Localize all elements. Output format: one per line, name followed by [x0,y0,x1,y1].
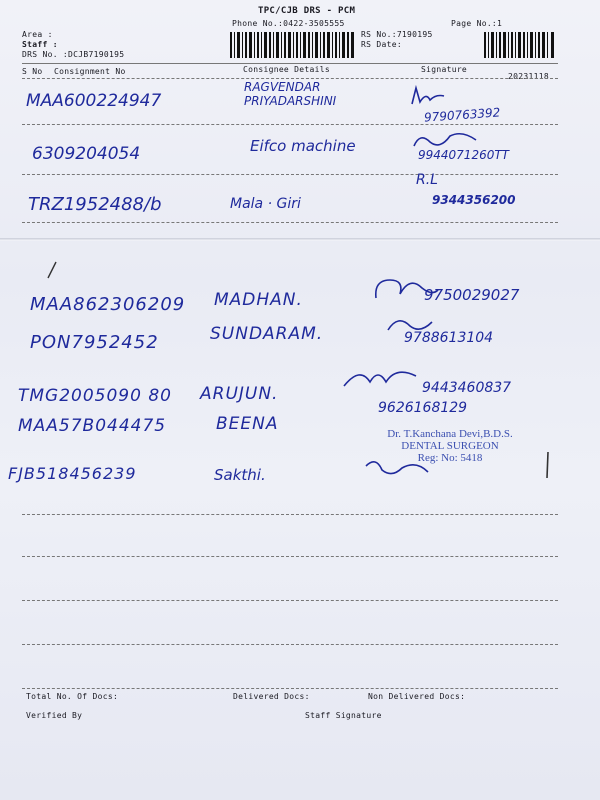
col-sno: S No [22,67,43,76]
sheet-title: TPC/CJB DRS - PCM [258,6,356,16]
tick-mark [540,450,556,480]
verified-by: Verified By [26,711,83,720]
row-rule [22,644,558,645]
header-rule-top [22,63,558,64]
signature-scribble [370,270,440,306]
header-rule-bottom [22,78,558,79]
consignment-number: MAA57B044475 [18,416,167,436]
page-number: Page No.:1 [451,19,503,28]
row-rule [22,688,558,689]
stamp-reg: Reg: No: 5418 [417,452,483,464]
barcode-right [484,32,554,58]
phone-number: 9750029027 [424,286,520,304]
row-rule [22,174,558,175]
phone-number: 9626168129 [378,400,468,416]
staff-label: Staff : [22,40,58,49]
consignee-name: Eifco machine [250,137,356,155]
consignment-number: TMG2005090 80 [18,386,172,406]
consignee-name: Mala · Giri [230,196,301,212]
consignment-number: MAA600224947 [26,91,162,111]
stamp-title: DENTAL SURGEON [401,440,499,452]
row-rule [22,124,558,125]
phone-number: 9443460837 [422,380,512,396]
consignee-name: Sakthi. [214,466,266,484]
area-label: Area : [22,30,53,39]
signature-scribble [410,128,480,156]
phone-number: 9790763392 [423,105,501,125]
signature-mark: R.L [416,172,438,188]
col-date: 20231118 [508,72,549,81]
signature-scribble [340,362,420,392]
stamp-name: Dr. T.Kanchana Devi,B.D.S. [387,428,513,440]
delivered-docs: Delivered Docs: [233,692,310,701]
consignment-number: MAA862306209 [30,294,186,315]
drs-number: DRS No. :DCJB7190195 [22,50,125,59]
barcode-left [230,32,354,58]
rs-number: RS No.:7190195 [361,30,433,39]
row-rule [22,514,558,515]
doctor-stamp [360,428,540,464]
tick-mark [44,260,60,280]
total-docs: Total No. Of Docs: [26,692,119,701]
row-rule [22,600,558,601]
col-signature: Signature [421,65,468,74]
consignment-number: 6309204054 [32,144,141,164]
non-delivered-docs: Non Delivered Docs: [368,692,466,701]
staff-signature: Staff Signature [305,711,382,720]
consignee-name: MADHAN. [214,290,303,310]
paper-fold [0,238,600,241]
col-consignment: Consignment No [54,67,126,76]
phone-number: 9788613104 [404,330,494,346]
signature-scribble [384,312,434,336]
rs-date: RS Date: [361,40,402,49]
consignee-name: ARUJUN. [200,384,279,404]
row-rule [22,222,558,223]
consignment-number: PON7952452 [30,332,159,353]
row-rule [22,556,558,557]
consignment-number: TRZ1952488/b [28,194,162,215]
phone-number: Phone No.:0422-3505555 [232,19,345,28]
consignment-number: FJB518456239 [8,464,137,483]
signature-scribble [408,84,448,112]
consignee-name: BEENA [216,414,279,434]
phone-number: 9944071260TT [418,148,510,162]
col-consignee: Consignee Details [243,65,330,74]
phone-number: 9344356200 [432,193,516,207]
consignee-name: SUNDARAM. [210,324,324,344]
consignee-name: RAGVENDAR PRIYADARSHINI [244,80,337,108]
